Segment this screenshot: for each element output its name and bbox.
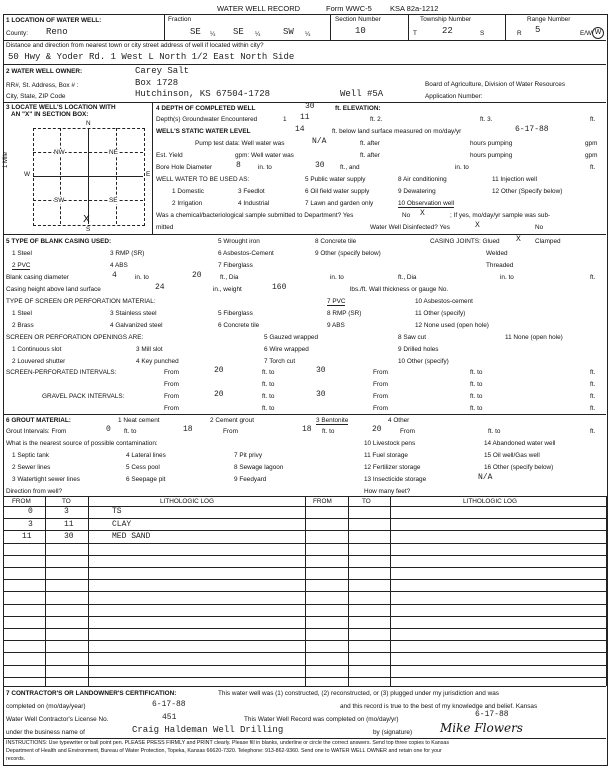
perf-to-value: 30: [316, 366, 326, 375]
diam-value: 4: [112, 271, 117, 280]
log-row-to: 11: [64, 520, 74, 529]
screen-item: 1 Steel: [12, 310, 32, 317]
source-item: 13 Insecticide storage: [364, 476, 427, 483]
screen-item-selected: 7 PVC: [327, 298, 346, 305]
gw-ft: ft.: [590, 116, 596, 123]
use-item: 1 Domestic: [172, 188, 204, 195]
yield-label: Est. Yield: [156, 152, 183, 159]
open-item: 1 Continuous slot: [12, 346, 62, 353]
bore-in2: in. to: [455, 164, 469, 171]
direction-label: Direction from well?: [6, 488, 63, 495]
grout-from2: From: [223, 428, 238, 435]
form-title: WATER WELL RECORD: [217, 4, 301, 13]
divider: [3, 738, 606, 739]
quarter3-value: SW: [283, 27, 294, 37]
screen-item: 8 RMP (SR): [327, 310, 362, 317]
range-dir: E/W: [580, 30, 593, 37]
perf-to2: ft. to: [470, 369, 483, 376]
grid-q-h: [33, 152, 143, 153]
screen-label: TYPE OF SCREEN OR PERFORATION MATERIAL:: [6, 298, 156, 305]
open-item: 9 Drilled holes: [398, 346, 439, 353]
log-row-line: [3, 530, 606, 531]
quarter2-mark: ¼: [255, 31, 261, 38]
log-row-line: [3, 518, 606, 519]
log-header-to2: TO: [362, 498, 371, 505]
section-label: Section Number: [335, 16, 381, 23]
log-row-line: [3, 652, 606, 653]
gravel-from2: From: [373, 393, 388, 400]
open-item: 10 Other (specify): [398, 358, 449, 365]
divider: [152, 102, 153, 234]
casing-item: 1 Steel: [12, 250, 32, 257]
bore-value: 8: [236, 161, 241, 170]
log-row-line: [3, 567, 606, 568]
casing-item-selected: 2 PVC: [12, 262, 31, 269]
casing-item: 9 Other (specify below): [315, 250, 381, 257]
gravel-ft2: ft.: [590, 405, 596, 412]
divider: [3, 64, 606, 65]
perf-from3: From: [164, 381, 179, 388]
source-item: 3 Watertight sewer lines: [12, 476, 80, 483]
perf-to4: ft. to: [470, 381, 483, 388]
log-row-line: [3, 604, 606, 605]
s6-label: 6 GROUT MATERIAL:: [6, 417, 71, 424]
height-label: Casing height above land surface: [6, 286, 101, 293]
open-item: 5 Gauzed wrapped: [264, 334, 319, 341]
use-label: WELL WATER TO BE USED AS:: [156, 176, 250, 183]
township-prefix: T: [413, 30, 417, 37]
gravel-ft: ft.: [590, 393, 596, 400]
chem-tail: ; If yes, mo/day/yr sample was sub-: [450, 212, 551, 219]
gravel-to2: ft. to: [470, 393, 483, 400]
use-item: 7 Lawn and garden only: [305, 200, 374, 207]
grout-ft: ft.: [590, 428, 596, 435]
gravel-to4: ft. to: [470, 405, 483, 412]
bore-label: Bore Hole Diameter: [156, 164, 213, 171]
distance-value: 50 Hwy & Yoder Rd. 1 West L North 1/2 East North Side: [8, 52, 295, 62]
application-label: Application Number:: [425, 93, 483, 100]
cert-line2: and this record is true to the best of my knowledge and belief. Kansas: [340, 703, 538, 710]
log-row-line: [3, 616, 606, 617]
log-col-line: [606, 496, 607, 686]
divider: [3, 414, 606, 415]
yield-hours: hours pumping: [470, 152, 513, 159]
s3-label2: AN "X" IN SECTION BOX:: [11, 111, 89, 118]
divider: [164, 14, 165, 41]
instructions-3: records.: [6, 756, 26, 762]
use-item: 11 Injection well: [492, 176, 537, 183]
use-item: 2 Irrigation: [172, 200, 203, 207]
screen-item: 3 Stainless steel: [110, 310, 157, 317]
log-header-to: TO: [62, 498, 71, 505]
log-header-from: FROM: [12, 498, 31, 505]
gravel-to3: ft. to: [262, 405, 275, 412]
source-item: 1 Septic tank: [12, 452, 49, 459]
divider: [3, 40, 606, 41]
range-prefix: R: [517, 30, 522, 37]
log-row-line: [3, 591, 606, 592]
screen-item: 5 Fiberglass: [218, 310, 253, 317]
yield-gpm: gpm: [585, 152, 598, 159]
screen-item: 10 Asbestos-cement: [415, 298, 473, 305]
township-value: 22: [442, 26, 453, 36]
grid-q-v: [60, 128, 61, 224]
diam-dia2: ft., Dia: [398, 274, 417, 281]
casing-item: 4 ABS: [110, 262, 128, 269]
grout-i1: 0: [106, 425, 111, 434]
s3-label: 3 LOCATE WELL'S LOCATION WITH: [6, 104, 116, 111]
record-date: 6-17-88: [475, 710, 509, 719]
joints-welded: Welded: [486, 250, 508, 257]
source-label: What is the nearest source of possible contamination:: [6, 440, 158, 447]
depth-value: 30: [305, 102, 315, 111]
diam-in-to2: in. to: [330, 274, 344, 281]
yield-after: ft. after: [360, 152, 380, 159]
diam-to-value: 20: [192, 271, 202, 280]
county-value: Reno: [46, 27, 68, 37]
joints-clamped: Clamped: [535, 238, 561, 245]
cert-line1: This water well was (1) constructed, (2) reconstructed, or (3) plugged under my jurisdiction and was: [218, 690, 499, 697]
perf-from2: From: [373, 369, 388, 376]
grout-to1: ft. to: [124, 428, 137, 435]
weight-label: in., weight: [213, 286, 242, 293]
source-item: 12 Fertilizer storage: [364, 464, 421, 471]
log-row-to: 30: [64, 532, 74, 541]
range-value: 5: [535, 25, 541, 35]
mitted-label: mitted: [156, 224, 174, 231]
distance-label: Distance and direction from nearest town or city street address of well if located within city?: [6, 42, 264, 49]
log-row-line: [3, 579, 606, 580]
use-item: 8 Air conditioning: [398, 176, 447, 183]
s5-label: 5 TYPE OF BLANK CASING USED:: [6, 238, 112, 245]
s1-label: 1 LOCATION OF WATER WELL:: [6, 17, 102, 24]
owner-value: Carey Salt: [135, 66, 190, 76]
bore-in-to: in. to: [258, 164, 272, 171]
source-item: 14 Abandoned water well: [484, 440, 556, 447]
open-item: 3 Mill slot: [136, 346, 163, 353]
perf-from: From: [164, 369, 179, 376]
gravel-to: ft. to: [262, 393, 275, 400]
grid-south: S: [86, 226, 91, 233]
perf-ft2: ft.: [590, 381, 596, 388]
open-item: 2 Louvered shutter: [12, 358, 66, 365]
license-value: 451: [162, 713, 177, 722]
pump-value: N/A: [312, 137, 327, 146]
grid-q-h: [33, 200, 143, 201]
divider: [330, 14, 331, 41]
static-value: 14: [295, 125, 305, 134]
screen-item: 12 None used (open hole): [415, 322, 489, 329]
log-row-line: [3, 665, 606, 666]
grid-nw: NW: [54, 149, 65, 156]
signature-label: by (signature): [373, 729, 413, 736]
completed-label: completed on (mo/day/year): [6, 703, 86, 710]
use-item: 5 Public water supply: [305, 176, 366, 183]
open-item: 11 None (open hole): [505, 334, 563, 341]
chem-no: No: [402, 212, 411, 219]
log-row-line: [3, 677, 606, 678]
grout-item: 2 Cement grout: [210, 417, 255, 424]
height-value: 24: [155, 283, 165, 292]
grout-i3: 18: [302, 425, 312, 434]
log-row-line: [3, 506, 606, 507]
casing-item: 3 RMP (SR): [110, 250, 145, 257]
log-row-line: [3, 555, 606, 556]
gravel-from3: From: [164, 405, 179, 412]
log-header-from2: FROM: [313, 498, 332, 505]
divider: [3, 686, 606, 687]
grid-mile-label: 1 Mile: [3, 151, 9, 168]
township-label: Township Number: [420, 16, 472, 23]
joints-label: CASING JOINTS: Glued: [430, 238, 500, 245]
quarter2-value: SE: [233, 27, 244, 37]
source-item: 5 Cess pool: [126, 464, 160, 471]
grid-north: N: [86, 120, 91, 127]
use-item: 9 Dewatering: [398, 188, 436, 195]
grout-to3: ft. to: [488, 428, 501, 435]
depth-label: 4 DEPTH OF COMPLETED WELL: [156, 105, 256, 112]
bore-and: ft., and: [340, 164, 360, 171]
section-grid: [33, 128, 145, 226]
log-row-from: 11: [22, 532, 32, 541]
log-row-lith: TS: [112, 507, 122, 516]
use-item: 6 Oil field water supply: [305, 188, 370, 195]
quarter1-mark: ¼: [210, 31, 216, 38]
completed-value: 6-17-88: [152, 700, 186, 709]
grout-to2: ft. to: [322, 428, 335, 435]
use-item-selected: 10 Observation well: [398, 200, 455, 207]
diam-dia: ft., Dia: [220, 274, 239, 281]
disinfect-no: No: [535, 224, 544, 231]
open-item: 7 Torch cut: [264, 358, 296, 365]
log-row-line: [3, 640, 606, 641]
instructions-2: Department of Health and Environment, Bureau of Water Protection, Topeka, Kansas 66620-7320. Telephone: 913-862-9360. Send one to WATER WELL OWNER and retain one for your: [6, 748, 442, 754]
range-label: Range Number: [527, 16, 571, 23]
grid-se: SE: [109, 197, 118, 204]
elevation-label: ft. ELEVATION:: [335, 105, 381, 112]
diam-in-to3: in. to: [500, 274, 514, 281]
static-date: 6-17-88: [515, 125, 549, 134]
grid-sw: SW: [54, 197, 65, 204]
weight-tail: lbs./ft. Wall thickness or gauge No.: [350, 286, 449, 293]
address-label: RR#, St. Address, Box # :: [6, 82, 79, 89]
grid-ne: NE: [109, 149, 118, 156]
perf-from4: From: [373, 381, 388, 388]
open-item: 8 Saw cut: [398, 334, 427, 341]
business-value: Craig Haldeman Well Drilling: [132, 725, 284, 735]
grid-east: E: [146, 171, 151, 178]
joints-threaded: Threaded: [486, 262, 514, 269]
diam-in-to: in. to: [135, 274, 149, 281]
grout-item: 4 Other: [388, 417, 410, 424]
grid-q-v: [116, 128, 117, 224]
source-item: 7 Pit privy: [234, 452, 263, 459]
use-item: 4 Industrial: [238, 200, 270, 207]
source-item: 9 Feedyard: [234, 476, 267, 483]
casing-item: 5 Wrought iron: [218, 238, 260, 245]
use-item: 12 Other (Specify below): [492, 188, 563, 195]
source-item: 8 Sewage lagoon: [234, 464, 284, 471]
grout-int-label: Grout Intervals: From: [6, 428, 67, 435]
source-item: 6 Seepage pit: [126, 476, 166, 483]
perf-ft: ft.: [590, 369, 596, 376]
well-id-value: Well #5A: [340, 89, 384, 99]
fraction-label: Fraction: [168, 16, 192, 23]
grout-item-selected: 3 Bentonite: [316, 417, 349, 424]
howmany-label: How many feet?: [364, 488, 411, 495]
static-label: WELL'S STATIC WATER LEVEL: [156, 128, 251, 135]
diam-ft: ft.: [590, 274, 596, 281]
source-item: 15 Oil well/Gas well: [484, 452, 540, 459]
grout-item: 1 Neat cement: [118, 417, 160, 424]
screen-item: 2 Brass: [12, 322, 34, 329]
yield-mid: gpm: Well water was: [235, 152, 294, 159]
source-na: N/A: [478, 473, 493, 482]
casing-item: 6 Asbestos-Cement: [218, 250, 274, 257]
gw-label: Depth(s) Groundwater Encountered: [156, 116, 258, 123]
disinfect-label: Water Well Disinfected? Yes: [370, 224, 450, 231]
grout-from3: From: [400, 428, 415, 435]
perf-to3: ft. to: [262, 381, 275, 388]
gw2-label: ft. 2.: [370, 116, 383, 123]
open-item: 6 Wire wrapped: [264, 346, 309, 353]
diam-label: Blank casing diameter: [6, 274, 69, 281]
quarter3-mark: ¼: [305, 31, 311, 38]
form-statute: KSA 82a-1212: [390, 4, 439, 13]
quarter1-value: SE: [190, 27, 201, 37]
license-label: Water Well Contractor's License No.: [6, 716, 109, 723]
casing-item: 8 Concrete tile: [315, 238, 357, 245]
log-row-lith: MED SAND: [112, 532, 151, 541]
township-dir: S: [480, 30, 485, 37]
perf-from-value: 20: [214, 366, 224, 375]
s2-label: 2 WATER WELL OWNER:: [6, 68, 83, 75]
board-label: Board of Agriculture, Division of Water Resources: [425, 81, 566, 88]
log-row-lith: CLAY: [112, 520, 132, 529]
divider: [408, 14, 409, 41]
city-label: City, State, ZIP Code: [6, 93, 66, 100]
city-value: Hutchinson, KS 67504-1728: [135, 89, 271, 99]
log-row-line: [3, 543, 606, 544]
gw1-value: 11: [300, 113, 310, 122]
gw3-label: ft. 3.: [480, 116, 493, 123]
grout-i4: 20: [372, 425, 382, 434]
cert-line3: This Water Well Record was completed on (mo/day/yr): [244, 716, 399, 723]
section-value: 10: [355, 26, 366, 36]
screen-item: 4 Galvanized steel: [110, 322, 163, 329]
divider: [505, 14, 506, 41]
gravel-from4: From: [373, 405, 388, 412]
gravel-label: GRAVEL PACK INTERVALS:: [42, 393, 125, 400]
s7-label: 7 CONTRACTOR'S OR LANDOWNER'S CERTIFICATION:: [6, 690, 177, 697]
form-number: Form WWC-5: [326, 4, 372, 13]
instructions: INSTRUCTIONS: Use typewriter or ball point pen. PLEASE PRESS FIRMLY and PRINT clearly. Please fill in blanks, underline or circle the correct answers. Send top three copies to Kansas: [6, 740, 449, 746]
bore-ft: ft.: [590, 164, 596, 171]
use-item: 3 Feedlot: [238, 188, 265, 195]
pump-hours: hours pumping: [470, 140, 513, 147]
business-label: under the business name of: [6, 729, 85, 736]
grid-mid-h: [33, 176, 143, 177]
gravel-from: From: [164, 393, 179, 400]
chem-label: Was a chemical/bacteriological sample submitted to Department? Yes: [156, 212, 354, 219]
gravel-from-value: 20: [214, 390, 224, 399]
open-item: 4 Key punched: [136, 358, 179, 365]
pump-after: ft. after: [360, 140, 380, 147]
log-row-to: 3: [64, 507, 69, 516]
range-dir-circle: W: [592, 27, 604, 39]
source-item: 10 Livestock pens: [364, 440, 416, 447]
pump-gpm: gpm: [585, 140, 598, 147]
source-item: 16 Other (specify below): [484, 464, 554, 471]
source-item: 2 Sewer lines: [12, 464, 51, 471]
address-value: Box 1728: [135, 78, 179, 88]
log-header-lith: LITHOLOGIC LOG: [160, 498, 214, 505]
log-row-line: [3, 628, 606, 629]
joints-x: X: [516, 235, 521, 244]
gw1-label: 1: [283, 116, 287, 123]
grout-i2: 18: [183, 425, 193, 434]
log-row-from: 0: [28, 507, 33, 516]
grid-west: W: [24, 171, 31, 178]
county-label: County:: [6, 30, 29, 37]
open-label: SCREEN OR PERFORATION OPENINGS ARE:: [6, 334, 144, 341]
chem-x: X: [420, 209, 425, 218]
static-tail: ft. below land surface measured on mo/day/yr: [332, 128, 462, 135]
perf-label: SCREEN-PERFORATED INTERVALS:: [6, 369, 117, 376]
well-location-mark: X: [83, 214, 90, 225]
pump-label: Pump test data: Well water was: [195, 140, 285, 147]
disinfect-x: X: [475, 221, 480, 230]
weight-value: 160: [272, 283, 287, 292]
gravel-to-value: 30: [316, 390, 326, 399]
screen-item: 9 ABS: [327, 322, 345, 329]
screen-item: 11 Other (specify): [415, 310, 466, 317]
signature: Mike Flowers: [440, 721, 523, 735]
bore-to-value: 30: [315, 161, 325, 170]
log-row-from: 3: [28, 520, 33, 529]
log-header-lith2: LITHOLOGIC LOG: [463, 498, 517, 505]
source-item: 11 Fuel storage: [364, 452, 408, 459]
source-item: 4 Lateral lines: [126, 452, 166, 459]
perf-to: ft. to: [262, 369, 275, 376]
screen-item: 6 Concrete tile: [218, 322, 260, 329]
casing-item: 7 Fiberglass: [218, 262, 253, 269]
